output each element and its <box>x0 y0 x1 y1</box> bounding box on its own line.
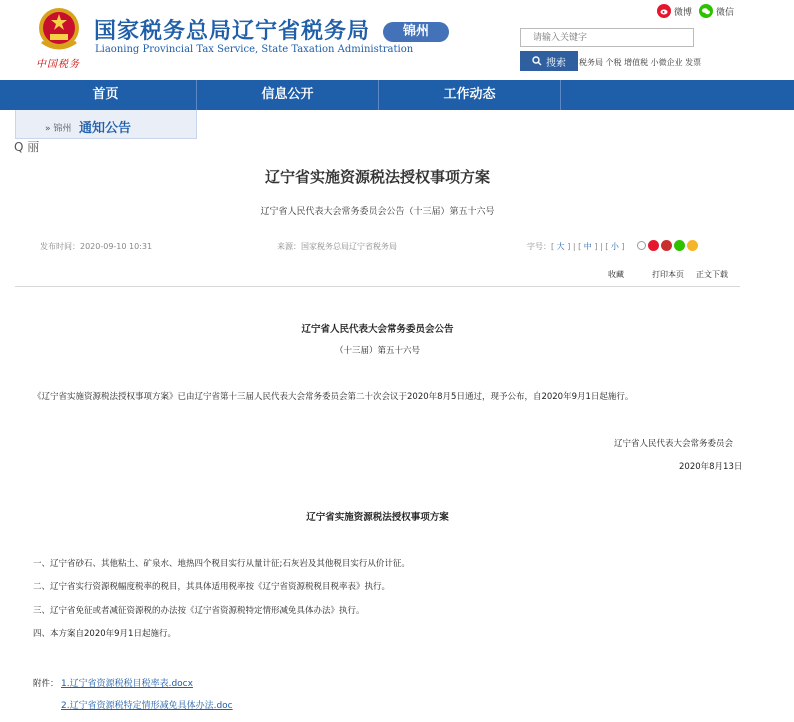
search-button-label: 搜索 <box>546 57 566 69</box>
share-weibo-icon[interactable] <box>648 240 659 251</box>
favorite-button[interactable]: 收藏 <box>608 270 624 279</box>
intro-paragraph: 《辽宁省实施资源税法授权事项方案》已由辽宁省第十三届人民代表大会常务委员会第二十次会议于2020年8月5日通过，现予公布，自2020年9月1日起施行。 <box>33 392 634 402</box>
plan-heading: 辽宁省实施资源税法授权事项方案 <box>306 512 449 523</box>
wechat-label: 微信 <box>716 7 735 18</box>
notice-heading: 辽宁省人民代表大会常务委员会公告 <box>301 324 454 335</box>
site-title[interactable]: 国家税务总局辽宁省税务局 <box>94 19 371 44</box>
content-divider <box>15 286 740 287</box>
issue-date: 2020年8月13日 <box>679 462 743 472</box>
article-subtitle: 辽宁省人民代表大会常务委员会公告（十三届）第五十六号 <box>260 207 495 217</box>
article-source: 来源：国家税务总局辽宁省税务局 <box>277 242 397 251</box>
search-icon <box>532 56 542 66</box>
plan-item: 三、辽宁省免征或者减征资源税的办法按《辽宁省资源税特定情形减免具体办法》执行。 <box>33 606 365 616</box>
plan-item: 一、辽宁省砂石、其他粘土、矿泉水、地热四个税目实行从量计征;石灰岩及其他税目实行从价计征。 <box>33 559 410 569</box>
font-size-label: 字号： <box>527 242 551 251</box>
hot-search-words[interactable]: 税务局 个税 增值税 小微企业 发票 <box>579 58 702 67</box>
font-size-selector: 字号：[ 大 ] | [ 中 ] | [ 小 ] <box>527 242 625 251</box>
nav-item-info[interactable]: 信息公开 <box>261 87 314 102</box>
weibo-link[interactable] <box>657 4 692 18</box>
tax-emblem-icon[interactable] <box>36 6 82 54</box>
font-size-large[interactable]: 大 <box>556 242 565 251</box>
cropped-fragment: Q 丽 <box>14 140 40 154</box>
main-nav <box>0 80 794 110</box>
attachment-link[interactable]: 1.辽宁省资源税税目税率表.docx <box>61 679 193 689</box>
print-button[interactable]: 打印本页 <box>652 270 684 279</box>
plan-item: 四、本方案自2020年9月1日起施行。 <box>33 629 176 639</box>
nav-item-news[interactable]: 工作动态 <box>443 87 496 102</box>
site-subtitle: Liaoning Provincial Tax Service, State Taxation Administration <box>95 44 414 55</box>
font-size-medium[interactable]: 中 <box>583 242 592 251</box>
issuer: 辽宁省人民代表大会常务委员会 <box>614 439 734 449</box>
download-button[interactable]: 正文下载 <box>696 270 728 279</box>
plan-item: 二、辽宁省实行资源税幅度税率的税目，其具体适用税率按《辽宁省资源税税目税率表》执行。 <box>33 582 391 592</box>
attachments-label: 附件： <box>33 679 59 689</box>
city-badge[interactable]: 锦州 <box>383 22 449 42</box>
weibo-label: 微博 <box>674 7 693 18</box>
weibo-icon <box>657 4 671 18</box>
notice-number: （十三届）第五十六号 <box>334 346 420 356</box>
breadcrumb-current[interactable]: 通知公告 <box>79 121 132 136</box>
font-size-small[interactable]: 小 <box>610 242 619 251</box>
emblem-caption: 中国税务 <box>36 59 80 70</box>
breadcrumb-link[interactable]: » 锦州 <box>45 124 72 134</box>
share-wechat-icon[interactable] <box>674 240 685 251</box>
share-bar <box>637 240 698 251</box>
site-header <box>0 0 794 80</box>
search-button[interactable] <box>520 51 578 71</box>
wechat-link[interactable] <box>699 4 734 18</box>
share-qq-icon[interactable] <box>661 240 672 251</box>
attachment-link[interactable]: 2.辽宁省资源税特定情形减免具体办法.doc <box>61 701 233 711</box>
article-title: 辽宁省实施资源税法授权事项方案 <box>264 168 490 186</box>
search-input[interactable] <box>520 28 694 47</box>
share-qzone-icon[interactable] <box>687 240 698 251</box>
nav-divider <box>560 80 561 110</box>
publish-date: 发布时间：2020-09-10 10:31 <box>40 242 153 251</box>
share-icon[interactable] <box>637 241 646 250</box>
nav-item-home[interactable]: 首页 <box>92 87 119 102</box>
wechat-icon <box>699 4 713 18</box>
